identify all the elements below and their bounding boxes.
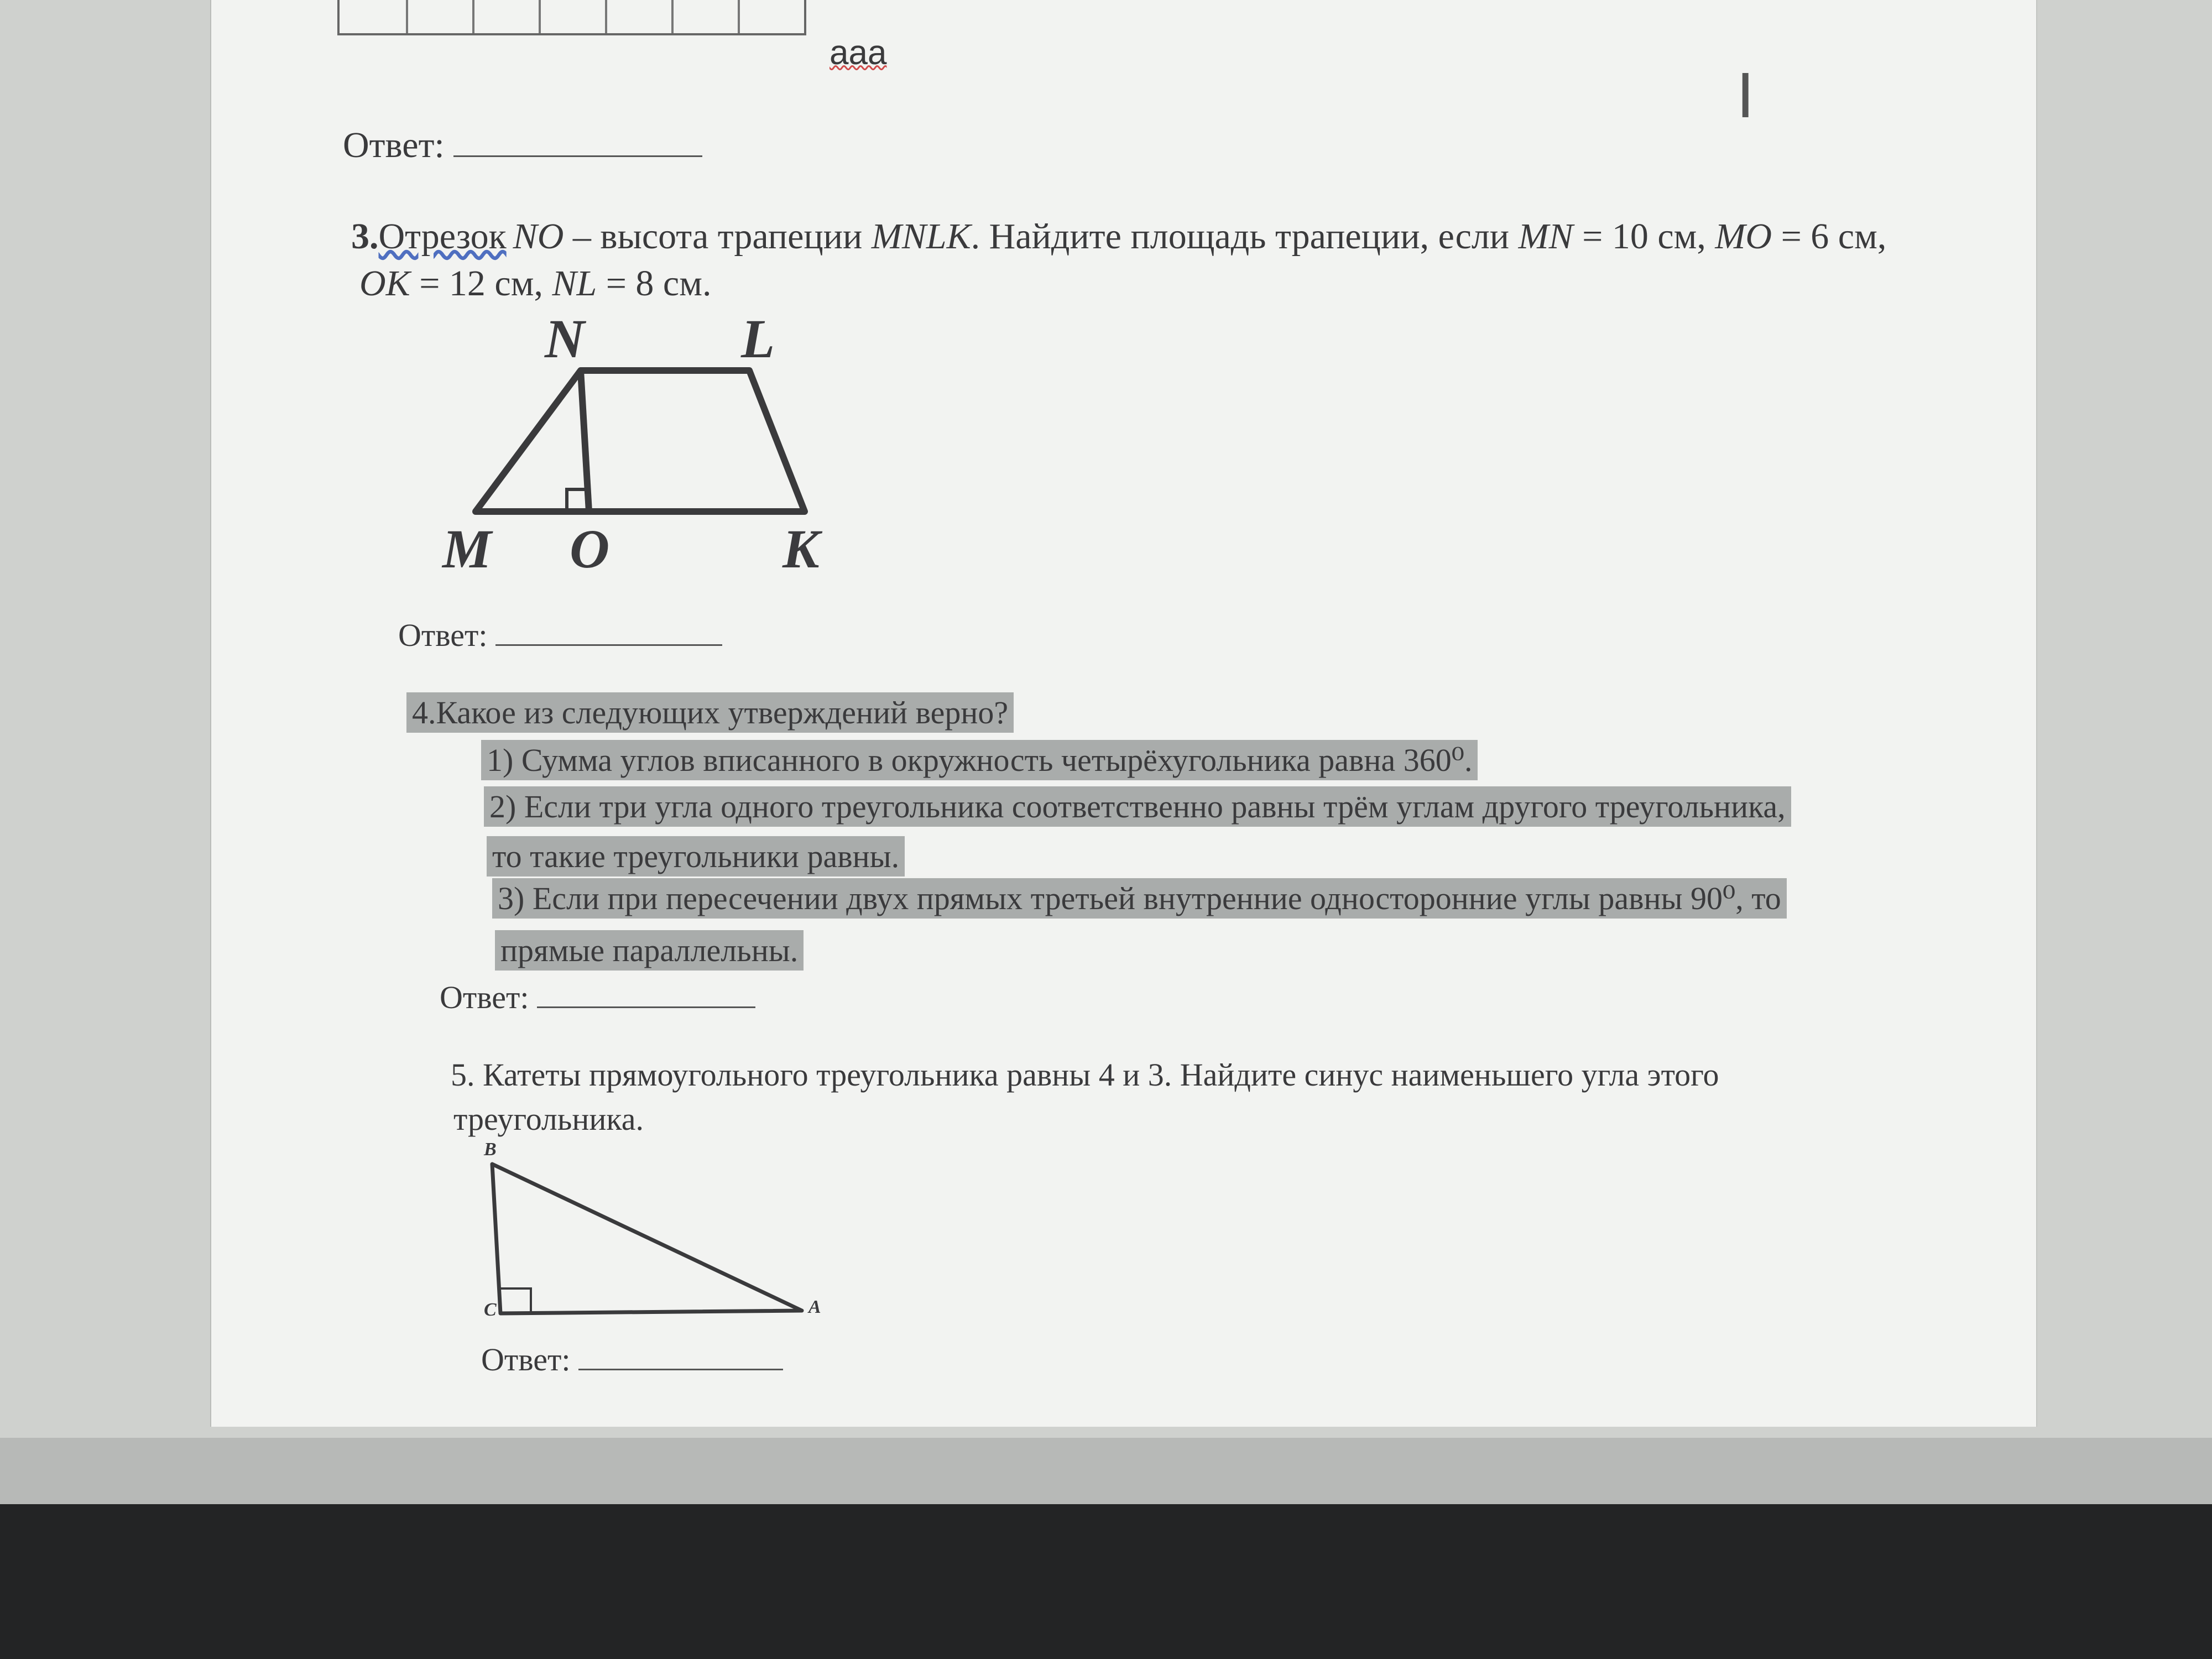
typed-word: ааа [830, 34, 887, 72]
question-5-line-1: 5. Катеты прямоугольного треугольника равны 4 и 3. Найдите синус наименьшего угла этого [451, 1057, 1719, 1093]
q3-nl-value: = 8 см. [597, 263, 712, 304]
vertex-label-b: B [484, 1139, 497, 1160]
q4-option-1-text: 1) Сумма углов вписанного в окружность четырёхугольника равна 360⁰. [481, 740, 1478, 780]
q3-text: – высота трапеции [564, 216, 872, 257]
q3-mn-value: = 10 см, [1573, 216, 1715, 257]
answer-label: Ответ: [481, 1342, 571, 1378]
monitor-bezel [0, 1504, 2212, 1659]
q3-number: 3. [351, 216, 379, 257]
answer-label: Ответ: [440, 979, 529, 1015]
q4-option-2-text-2: то такие треугольники равны. [487, 836, 905, 877]
q4-option-2-text: 2) Если три угла одного треугольника соответственно равны трём углам другого треугольника, [484, 786, 1791, 827]
vertex-label-k: K [782, 518, 820, 580]
screen-bottom-edge [0, 1438, 2212, 1504]
q3-trapezoid: MNLK [871, 216, 971, 257]
text-cursor-icon: I [1736, 61, 1755, 132]
vertex-label-n: N [545, 308, 585, 369]
vertex-label-o: O [570, 518, 610, 580]
q4-option-3-text-2: прямые параллельны. [495, 930, 804, 971]
vertex-label-l: L [741, 308, 775, 369]
q3-mo-value: = 6 см, [1772, 216, 1887, 257]
answer-line-4 [481, 1341, 783, 1378]
q3-word: Отрезок [378, 216, 507, 257]
q3-mo: MO [1715, 216, 1772, 257]
q3-ok: OK [359, 263, 410, 304]
q3-ok-value: = 12 см, [410, 263, 552, 304]
q3-mn: MN [1518, 216, 1573, 257]
question-5-line-2: треугольника. [453, 1101, 644, 1137]
q4-option-3-text: 3) Если при пересечении двух прямых третьей внутренние односторонние углы равны 90⁰, то [492, 878, 1787, 919]
q3-nl: NL [552, 263, 597, 304]
q3-segment: NO [513, 216, 564, 257]
vertex-label-a: A [808, 1297, 821, 1317]
q4-title: 4.Какое из следующих утверждений верно? [406, 692, 1014, 733]
vertex-label-m: M [442, 518, 492, 580]
vertex-label-c: C [484, 1300, 497, 1320]
answer-blank[interactable] [578, 1369, 783, 1370]
answer-label: Ответ: [343, 125, 445, 165]
q3-text-2: . Найдите площадь трапеции, если [971, 216, 1519, 257]
answer-label: Ответ: [398, 617, 488, 653]
